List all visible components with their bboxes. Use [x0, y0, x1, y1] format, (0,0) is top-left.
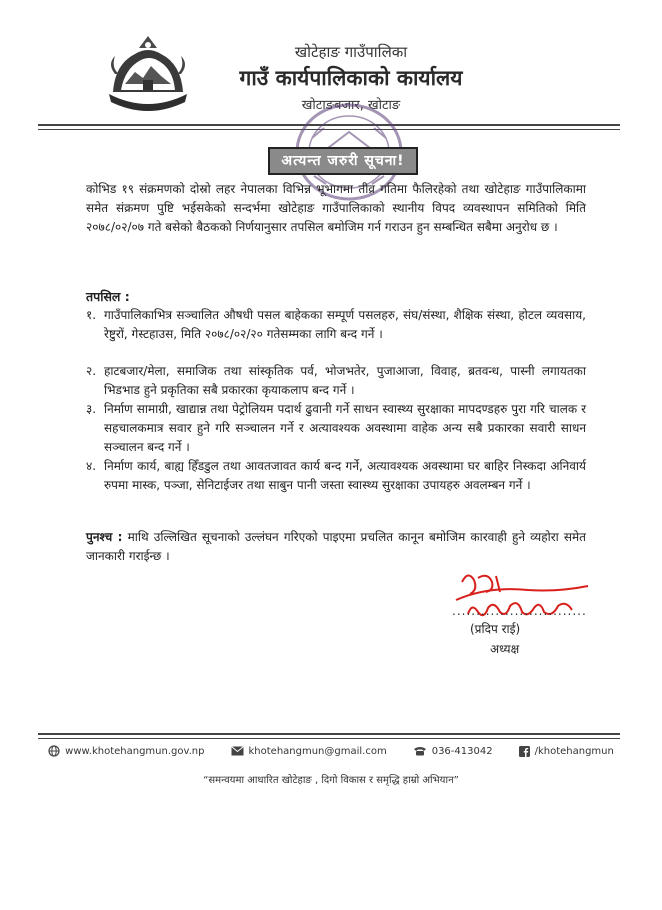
facebook-text: /khotehangmun — [534, 745, 614, 757]
list-item-number: २. — [86, 364, 97, 378]
intro-paragraph: कोभिड १९ संक्रमणको दोस्रो लहर नेपालका विभिन्न भूभागमा तीव्र गतिमा फैलिरहेको तथा खोटेहाङ गाउँपालिकामा समेत संक्रमण पुष्टि भईसकेको सन्दर्भमा खोटेहाङ गाउँपालिकाको स्थानीय विपद व्यवस्थापन समितिको मिति २०७८/०२/०७ गते बसेको बैठकको निर्णयानुसार तपसिल बमोजिम गर्न गराउन हुन सम्बन्धित सबैमा अनुरोध छ । — [86, 182, 586, 234]
phone-text: 036-413042 — [431, 745, 493, 757]
footer-divider-thick — [38, 733, 620, 735]
tapasil-heading: तपसिल : — [86, 289, 130, 304]
footer-motto: “समन्वयमा आधारित खोटेहाङ , दिगो विकास र समृद्धि हाम्रो अभियान” — [203, 775, 459, 786]
list-item — [86, 306, 586, 344]
list-item-text: निर्माण सामाग्री, खाद्यान्न तथा पेट्रोलियम पदार्थ ढुवानी गर्ने साधन स्वास्थ्य सुरक्षाका मापदण्डहरु पुरा गरि चालक र सहचालकमात्र सवार हुने गरि सञ्चालन गर्ने र अत्यावश्यक अवस्थामा वाहेक अन्य सबै प्रकारका सवारी साधन सञ्चालन बन्द गर्ने । — [104, 402, 586, 454]
facebook-icon — [519, 746, 530, 757]
phone-icon — [413, 746, 427, 756]
notice-title-banner: अत्यन्त जरुरी सूचना! — [268, 147, 418, 175]
municipality-name: खोटेहाङ गाउँपालिका — [294, 43, 408, 61]
list-item-number: १. — [86, 308, 97, 322]
email-contact[interactable] — [231, 745, 387, 757]
list-item-number: ४. — [86, 459, 97, 473]
website-text: www.khotehangmun.gov.np — [65, 745, 205, 757]
office-name: गाउँ कार्यपालिकाको कार्यालय — [239, 66, 463, 90]
footer-contacts — [0, 745, 662, 757]
website-contact[interactable] — [48, 745, 204, 757]
signatory-designation: अध्यक्ष — [490, 642, 520, 656]
list-item-text: निर्माण कार्य, बाह्य हिँडडुल तथा आवतजावत कार्य बन्द गर्ने, अत्यावश्यक अवस्थामा घर बाहिर निस्कदा अनिवार्य रुपमा मास्क, पञ्जा, सेनिटाईजर तथा साबुन पानी जस्ता स्वास्थ्य सुरक्षाका उपायहरु अवलम्बन गर्ने । — [104, 459, 586, 492]
postscript-label: पुनश्च : — [86, 530, 123, 544]
email-icon — [231, 746, 244, 756]
email-text: khotehangmun@gmail.com — [248, 745, 387, 757]
phone-contact[interactable] — [413, 745, 493, 757]
footer-divider-thin — [38, 738, 620, 739]
office-address: खोटाङबजार, खोटाङ — [301, 98, 401, 113]
list-item — [86, 362, 586, 400]
list-item — [86, 457, 586, 495]
globe-icon — [48, 745, 60, 757]
list-item-text: गाउँपालिकाभित्र सञ्चालित औषधी पसल बाहेकका सम्पूर्ण पसलहरु, संघ/संस्था, शैक्षिक संस्था, होटल व्यवसाय, रेष्टुरों, गेस्टहाउस, मिति २०७८/०२/२० गतेसम्मका लागि बन्द गर्ने । — [104, 308, 586, 341]
list-item — [86, 400, 586, 457]
signature-line: ............................ — [452, 604, 587, 618]
signatory-name: (प्रदिप राई) — [470, 622, 521, 636]
postscript-paragraph — [86, 528, 586, 566]
list-item-text: हाटबजार/मेला, समाजिक तथा सांस्कृतिक पर्व, भोजभतेर, पुजाआजा, विवाह, ब्रतवन्ध, पास्नी लगायतका भिडभाड हुने प्रकृतिका सबै प्रकारका कृयाकलाप बन्द गर्ने । — [104, 364, 586, 397]
facebook-contact[interactable] — [519, 745, 614, 757]
postscript-text: माथि उल्लिखित सूचनाको उल्लंघन गरिएको पाइएमा प्रचलित कानून बमोजिम कारवाही हुने व्यहोरा समेत जानकारी गराईन्छ । — [86, 530, 586, 563]
list-item-number: ३. — [86, 402, 97, 416]
